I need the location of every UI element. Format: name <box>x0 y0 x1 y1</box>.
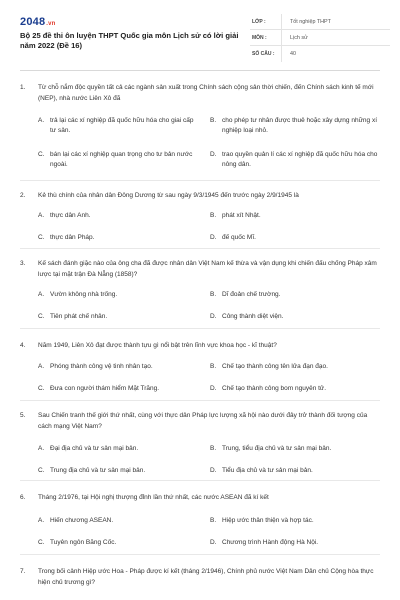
option-letter: C. <box>38 385 45 392</box>
option-b[interactable] <box>210 444 380 454</box>
question-4 <box>20 340 380 392</box>
option-a[interactable] <box>38 444 198 454</box>
question-stem <box>20 410 380 432</box>
option-letter: C. <box>38 151 45 158</box>
meta-row-count <box>250 46 390 62</box>
option-text: trả lại các xí nghiệp đã quốc hữu hóa cho giai cấp tư sản. <box>50 117 194 134</box>
meta-row-class <box>250 14 390 30</box>
option-text: Dĩ đoản chế trường. <box>222 291 281 298</box>
question-divider <box>20 480 380 481</box>
meta-value: Tốt nghiệp THPT <box>281 14 390 29</box>
question-6 <box>20 492 380 546</box>
option-text: trao quyền quản lí các xí nghiệp đã quốc hữu hóa cho nông dân. <box>222 151 378 168</box>
option-text: Trung, tiểu địa chủ và tư sản mại bản. <box>222 445 332 452</box>
option-c[interactable] <box>38 233 198 243</box>
question-number: 7. <box>20 568 26 575</box>
question-3 <box>20 258 380 320</box>
option-letter: B. <box>210 212 217 219</box>
option-letter: D. <box>210 467 217 474</box>
option-a[interactable] <box>38 116 198 136</box>
option-c[interactable] <box>38 312 198 322</box>
meta-label: LỚP : <box>252 18 266 25</box>
logo-text: 2048 <box>20 16 46 28</box>
meta-value: 40 <box>281 46 390 62</box>
logo-suffix: .vn <box>46 21 56 27</box>
option-letter: A. <box>38 363 45 370</box>
option-text: Trung địa chủ và tư sản mại bản. <box>50 467 146 474</box>
option-letter: D. <box>210 385 217 392</box>
option-text: Đại địa chủ và tư sản mại bản. <box>50 445 139 452</box>
question-stem <box>20 566 380 588</box>
option-text: Vườn không nhà trống. <box>50 291 118 298</box>
option-b[interactable] <box>210 211 380 221</box>
option-letter: D. <box>210 313 217 320</box>
question-number: 3. <box>20 260 26 267</box>
option-letter: A. <box>38 445 45 452</box>
option-text: Đưa con người thám hiểm Mặt Trăng. <box>50 385 160 392</box>
question-number: 5. <box>20 412 26 419</box>
option-c[interactable] <box>38 150 198 170</box>
option-text: Tiên phát chế nhân. <box>50 313 108 320</box>
option-letter: D. <box>210 539 217 546</box>
question-divider <box>20 554 380 555</box>
option-letter: A. <box>38 212 45 219</box>
option-d[interactable] <box>210 233 380 243</box>
document-meta <box>250 14 390 62</box>
option-d[interactable] <box>210 384 380 394</box>
question-7 <box>20 566 380 588</box>
question-number: 4. <box>20 342 26 349</box>
question-number: 2. <box>20 192 26 199</box>
option-text: Tiểu địa chủ và tư sản mại bản. <box>222 467 313 474</box>
option-b[interactable] <box>210 362 380 372</box>
option-d[interactable] <box>210 538 380 548</box>
option-d[interactable] <box>210 150 380 170</box>
question-divider <box>20 400 380 401</box>
question-divider <box>20 180 380 181</box>
option-text: Chế tạo thành công bom nguyên tử. <box>222 385 327 392</box>
question-divider <box>20 248 380 249</box>
option-letter: C. <box>38 234 45 241</box>
option-letter: C. <box>38 313 45 320</box>
question-2 <box>20 190 380 241</box>
option-letter: B. <box>210 363 217 370</box>
question-text: Năm 1949, Liên Xô đạt được thành tựu gì nổi bật trên lĩnh vực khoa học - kĩ thuật? <box>38 342 277 349</box>
option-text: Chế tạo thành công tên lửa đạn đạo. <box>222 363 328 370</box>
option-text: Hiến chương ASEAN. <box>50 517 114 524</box>
meta-label: SỐ CÂU : <box>252 51 275 57</box>
option-d[interactable] <box>210 466 380 476</box>
question-text: Sau Chiến tranh thế giới thứ nhất, cùng với thực dân Pháp lực lượng xã hội nào dưới đây trở thành đối tượng của cách mạng Việt Nam? <box>38 412 368 430</box>
meta-value: Lịch sử <box>281 30 390 45</box>
question-number: 6. <box>20 494 26 501</box>
question-text: Từ chỗ nắm độc quyền tất cả các ngành sản xuất trong Chính sách cộng sản thời chiến, đến Chính sách kinh tế mới (NEP), nhà nước Liên Xô đã <box>38 84 374 102</box>
option-b[interactable] <box>210 290 380 300</box>
option-b[interactable] <box>210 116 380 136</box>
option-text: thực dân Pháp. <box>50 234 95 241</box>
document-title: Bộ 25 đề thi ôn luyện THPT Quốc gia môn Lịch sử có lời giải năm 2022 (Đề 16) <box>20 31 239 50</box>
option-letter: C. <box>38 467 45 474</box>
site-logo[interactable] <box>20 16 56 28</box>
question-number: 1. <box>20 84 26 91</box>
question-text: Tháng 2/1976, tại Hội nghị thượng đỉnh lần thứ nhất, các nước ASEAN đã kí kết <box>38 494 269 501</box>
option-text: cho phép tư nhân được thuê hoặc xây dựng những xí nghiệp loại nhỏ. <box>222 117 378 134</box>
option-letter: B. <box>210 517 217 524</box>
header-divider <box>20 70 380 71</box>
option-letter: B. <box>210 445 217 452</box>
option-letter: D. <box>210 151 217 158</box>
option-letter: B. <box>210 117 217 124</box>
option-letter: C. <box>38 539 45 546</box>
option-text: đế quốc Mĩ. <box>222 234 256 241</box>
option-text: Công thành diệt viện. <box>222 313 284 320</box>
option-text: thực dân Anh. <box>50 212 91 219</box>
question-stem <box>20 258 380 280</box>
question-1 <box>20 82 380 168</box>
option-text: bán lại các xí nghiệp quan trọng cho tư bản nước ngoài. <box>50 151 193 168</box>
option-letter: A. <box>38 517 45 524</box>
question-text: Kế sách đánh giặc nào của ông cha đã được nhân dân Việt Nam kế thừa và vận dụng khi chiến đấu chống Pháp xâm lược tại mặt trận Đà Nẵng (1858)? <box>38 260 377 278</box>
option-text: Phóng thành công vệ tinh nhân tạo. <box>50 363 153 370</box>
option-b[interactable] <box>210 516 380 526</box>
meta-label: MÔN : <box>252 34 267 41</box>
option-a[interactable] <box>38 211 198 221</box>
option-letter: D. <box>210 234 217 241</box>
option-a[interactable] <box>38 516 198 526</box>
option-a[interactable] <box>38 290 198 300</box>
option-text: Tuyên ngôn Băng Cốc. <box>50 539 117 546</box>
option-c[interactable] <box>38 384 198 394</box>
option-d[interactable] <box>210 312 380 322</box>
option-text: Chương trình Hành động Hà Nội. <box>222 539 319 546</box>
option-letter: A. <box>38 291 45 298</box>
question-stem <box>20 82 380 104</box>
option-letter: A. <box>38 117 45 124</box>
question-text: Kẻ thù chính của nhân dân Đông Dương từ sau ngày 9/3/1945 đến trước ngày 2/9/1945 là <box>38 192 299 199</box>
question-text: Trong bối cảnh Hiệp ước Hoa - Pháp được kí kết (tháng 2/1946), Chính phủ nước Việt Nam Dân chủ Cộng hòa thực hiện chủ trương gì? <box>38 568 374 586</box>
question-5 <box>20 410 380 474</box>
meta-row-subject <box>250 30 390 46</box>
option-letter: B. <box>210 291 217 298</box>
option-c[interactable] <box>38 466 198 476</box>
document-header <box>0 0 400 64</box>
option-text: phát xít Nhật. <box>222 212 261 219</box>
option-text: Hiệp ước thân thiện và hợp tác. <box>222 517 314 524</box>
question-divider <box>20 328 380 329</box>
option-c[interactable] <box>38 538 198 548</box>
question-stem <box>20 492 380 503</box>
question-stem <box>20 340 380 351</box>
question-stem <box>20 190 380 201</box>
option-a[interactable] <box>38 362 198 372</box>
